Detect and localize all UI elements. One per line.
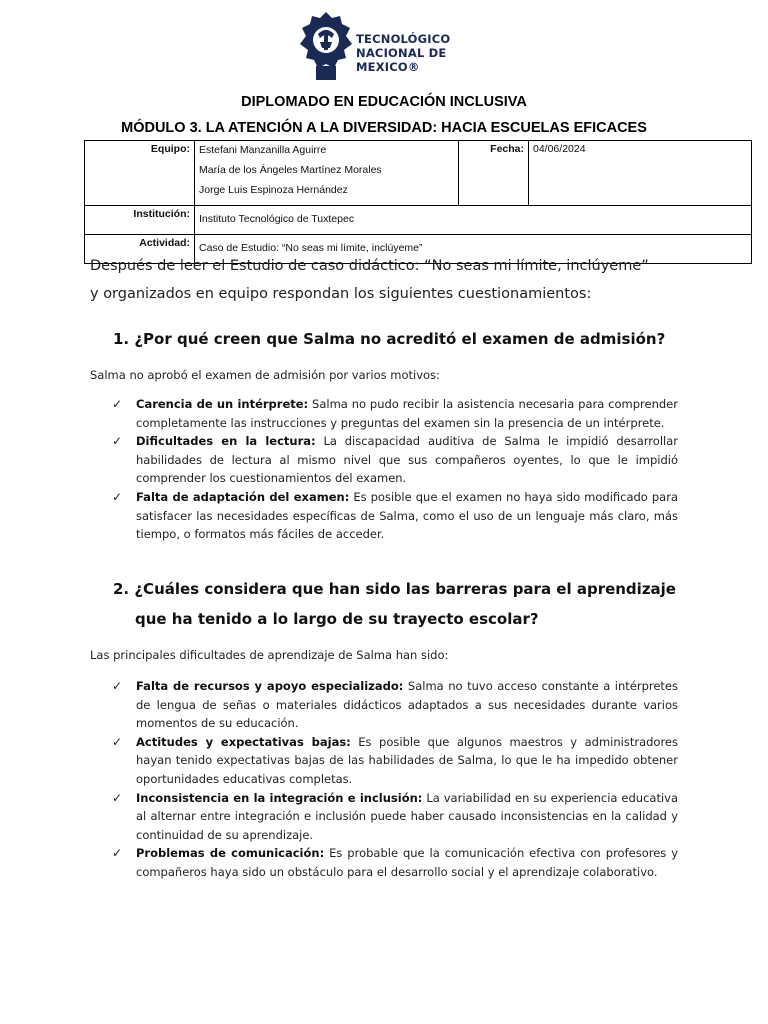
logo-line-1: TECNOLÓGICO: [356, 32, 451, 46]
item-title: Dificultades en la lectura:: [136, 434, 316, 449]
item-text: La variabilidad en su experiencia educativa al alternar entre integración e inclusión puede haber causado inconsistencias en la calidad y continuidad de su aprendizaje.: [136, 790, 678, 842]
item-text: Salma no tuvo acceso constante a intérpretes de lengua de señas o materiales didácticos adaptados a sus necesidades durante varios momentos de su educación.: [136, 679, 678, 731]
check-icon: ✓: [112, 397, 123, 411]
list-item: [112, 677, 678, 733]
fecha-value: 04/06/2024: [529, 141, 752, 206]
team-members: [195, 141, 459, 206]
list-item: [112, 395, 678, 432]
question-1-heading: 1. ¿Por qué creen que Salma no acreditó el examen de admisión?: [113, 330, 666, 348]
question-1-lead: Salma no aprobó el examen de admisión por varios motivos:: [90, 368, 440, 382]
question-2-list: [112, 677, 678, 882]
question-2-line-2: que ha tenido a lo largo de su trayecto escolar?: [135, 610, 539, 628]
module-title: MÓDULO 3. LA ATENCIÓN A LA DIVERSIDAD: HACIA ESCUELAS EFICACES: [121, 120, 647, 136]
actividad-label: Actividad:: [85, 235, 195, 264]
info-table: [84, 140, 752, 264]
logo-line-2: NACIONAL DE MEXICO®: [356, 46, 447, 74]
question-1-list: [112, 395, 678, 544]
logo-wordmark: [356, 32, 496, 74]
item-title: Falta de recursos y apoyo especializado:: [136, 679, 404, 693]
list-item: [112, 488, 678, 544]
team-member: Jorge Luis Espinoza Hernández: [199, 184, 348, 196]
team-member: María de los Ángeles Martínez Morales: [199, 164, 382, 176]
tecnm-emblem-icon: [296, 8, 356, 84]
item-title: Falta de adaptación del examen:: [136, 489, 350, 504]
item-text: Es posible que algunos maestros y administradores hayan tenido expectativas bajas de las habilidades de Salma, lo que le ha impedido obtener oportunidades educativas completas.: [136, 734, 678, 786]
intro-line: y organizados en equipo respondan los siguientes cuestionamientos:: [90, 286, 592, 302]
question-2-lead: Las principales dificultades de aprendizaje de Salma han sido:: [90, 648, 449, 662]
check-icon: ✓: [112, 434, 123, 449]
list-item: [112, 432, 678, 488]
institucion-label: Institución:: [85, 206, 195, 235]
institucion-row: [85, 206, 752, 235]
tecnm-logo: [296, 8, 496, 84]
check-icon: ✓: [112, 846, 123, 861]
check-icon: ✓: [112, 734, 123, 749]
item-title: Carencia de un intérprete:: [136, 397, 309, 411]
question-2-line-1: 2. ¿Cuáles considera que han sido las barreras para el aprendizaje: [113, 580, 676, 598]
actividad-value: Caso de Estudio: “No seas mi límite, inclúyeme”: [195, 235, 752, 264]
intro-paragraph: [90, 252, 750, 308]
item-text: Es posible que el examen no haya sido modificado para satisfacer las necesidades específicas de Salma, como el uso de un lenguaje más claro, más tiempo, o formatos más fáciles de acceder.: [136, 489, 678, 542]
check-icon: ✓: [112, 790, 123, 805]
intro-line: Después de leer el Estudio de caso didáctico: “No seas mi límite, inclúyeme”: [90, 258, 649, 274]
check-icon: ✓: [112, 489, 123, 504]
item-title: Inconsistencia en la integración e inclusión:: [136, 790, 423, 805]
equipo-label: Equipo:: [85, 141, 195, 206]
item-text: Salma no pudo recibir la asistencia necesaria para comprender completamente las instrucciones y preguntas del examen sin la presencia de un intérprete.: [136, 397, 678, 430]
document-title: DIPLOMADO EN EDUCACIÓN INCLUSIVA: [241, 94, 527, 110]
item-text: Es probable que la comunicación efectiva con profesores y compañeros haya sido un obstáculo para el desarrollo social y el aprendizaje colaborativo.: [136, 846, 679, 879]
list-item: [112, 844, 678, 881]
list-item: [112, 733, 678, 789]
item-text: La discapacidad auditiva de Salma le impidió desarrollar habilidades de lectura al mismo nivel que sus compañeros oyentes, lo que le impidió comprender los cuestionamientos del examen.: [136, 434, 678, 486]
team-row: [85, 141, 752, 206]
team-member: Estefani Manzanilla Aguirre: [199, 144, 327, 156]
item-title: Actitudes y expectativas bajas:: [136, 734, 351, 749]
list-item: [112, 789, 678, 845]
fecha-label: Fecha:: [459, 141, 529, 206]
item-title: Problemas de comunicación:: [136, 846, 325, 861]
institucion-value: Instituto Tecnológico de Tuxtepec: [195, 206, 752, 235]
question-2-heading: [113, 574, 713, 634]
check-icon: ✓: [112, 679, 123, 693]
